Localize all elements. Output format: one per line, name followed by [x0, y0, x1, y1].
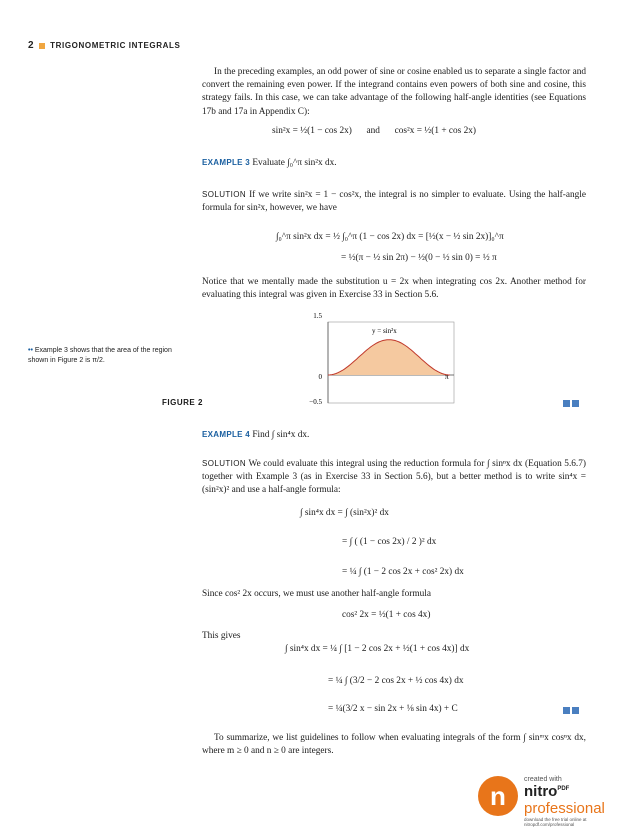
example4-formula: cos² 2x = ½(1 + cos 4x)	[342, 610, 431, 620]
watermark-created-with: created with	[524, 776, 562, 783]
example4-prompt: Find	[252, 430, 270, 440]
example3-prompt: Evaluate	[252, 158, 285, 168]
y-tick-top: 1.5	[313, 312, 322, 320]
sidenote-text: Example 3 shows that the area of the region shown in Figure 2 is π/2.	[28, 347, 172, 364]
running-header	[28, 40, 180, 51]
example4-heading	[202, 430, 309, 440]
header-title: TRIGONOMETRIC INTEGRALS	[50, 41, 181, 50]
curve-label: y = sin²x	[372, 327, 397, 335]
x-end-label: π	[445, 372, 449, 381]
y-tick-bottom: −0.5	[309, 398, 322, 406]
end-of-example-mark-2	[563, 707, 580, 714]
example4-eq-4: ∫ sin⁴x dx = ¼ ∫ [1 − 2 cos 2x + ½(1 + cos 4x)] dx	[285, 644, 470, 654]
figure-caption: FIGURE 2	[162, 398, 203, 407]
end-of-example-mark	[563, 400, 580, 407]
watermark-download-text: download the free trial online at nitropdf.com/professional	[524, 817, 587, 827]
sidenote	[28, 346, 178, 366]
nitro-logo-icon: n	[478, 776, 518, 816]
example4-eq-5: = ¼ ∫ (3/2 − 2 cos 2x + ½ cos 4x) dx	[328, 676, 464, 686]
half-angle-identities	[272, 126, 476, 136]
area-under-curve	[328, 340, 450, 375]
example3-solution	[202, 188, 586, 215]
example4-solution	[202, 457, 586, 498]
example3-integral: ∫₀^π sin²x dx.	[287, 158, 337, 168]
example4-solution-text: We could evaluate this integral using the reduction formula for ∫ sinⁿx dx (Equation 5.6.7) together with Example 3 (as in Exercise 33 in Section 5.6), but a better method is to write sin⁴x = (sin²x)² and use a half-angle formula:	[202, 459, 587, 496]
x-origin-label: 0	[318, 373, 322, 381]
example3-equation-1: ∫₀^π sin²x dx = ½ ∫₀^π (1 − cos 2x) dx = [½(x − ½ sin 2x)]₀^π	[276, 232, 504, 242]
example4-eq-1: ∫ sin⁴x dx = ∫ (sin²x)² dx	[300, 508, 389, 518]
figure-2-graph	[300, 308, 470, 408]
example4-label: EXAMPLE 4	[202, 430, 251, 439]
example4-integral: ∫ sin⁴x dx.	[271, 430, 310, 440]
page-number: 2	[28, 40, 35, 51]
identity-sin: sin²x = ½(1 − cos 2x)	[272, 126, 352, 136]
header-square-icon	[39, 43, 45, 49]
example4-this-gives: This gives	[202, 631, 241, 641]
watermark-brand: nitro$^{PDF}$ professional	[524, 783, 605, 817]
example4-eq-3: = ¼ ∫ (1 − 2 cos 2x + cos² 2x) dx	[342, 567, 464, 577]
example3-solution-label: SOLUTION	[202, 190, 247, 199]
example4-eq-2: = ∫ ( (1 − cos 2x) / 2 )² dx	[342, 537, 437, 547]
identity-cos: cos²x = ½(1 + cos 2x)	[394, 126, 477, 136]
example3-note: Notice that we mentally made the substitution u = 2x when integrating cos 2x. Another method for evaluating this integral was given in Exercise 33 in Section 5.6.	[202, 277, 586, 301]
intro-paragraph: In the preceding examples, an odd power of sine or cosine enabled us to separate a single factor and convert the remaining even power. If the integrand contains even powers of both sine and cosine, this strategy fails. In this case, we can take advantage of the following half-angle identities (see Equations 17b and 17a in Appendix C):	[202, 67, 586, 117]
identity-connector: and	[366, 126, 380, 136]
example4-eq-6: = ¼(3/2 x − sin 2x + ⅛ sin 4x) + C	[328, 704, 458, 714]
example3-label: EXAMPLE 3	[202, 158, 251, 167]
sidenote-marker: ••	[28, 347, 33, 354]
example3-solution-text: If we write sin²x = 1 − cos²x, the integral is no simpler to evaluate. Using the half-angle formula for sin²x, however, we have	[202, 190, 586, 214]
example4-since: Since cos² 2x occurs, we must use another half-angle formula	[202, 589, 431, 599]
summary-paragraph: To summarize, we list guidelines to follow when evaluating integrals of the form ∫ sinᵐx cosⁿx dx, where m ≥ 0 and n ≥ 0 are integers.	[202, 733, 586, 757]
example4-solution-label: SOLUTION	[202, 459, 247, 468]
example3-equation-2: = ½(π − ½ sin 2π) − ½(0 − ½ sin 0) = ½ π	[341, 253, 497, 263]
nitro-watermark	[474, 770, 632, 827]
example3-heading	[202, 158, 337, 168]
